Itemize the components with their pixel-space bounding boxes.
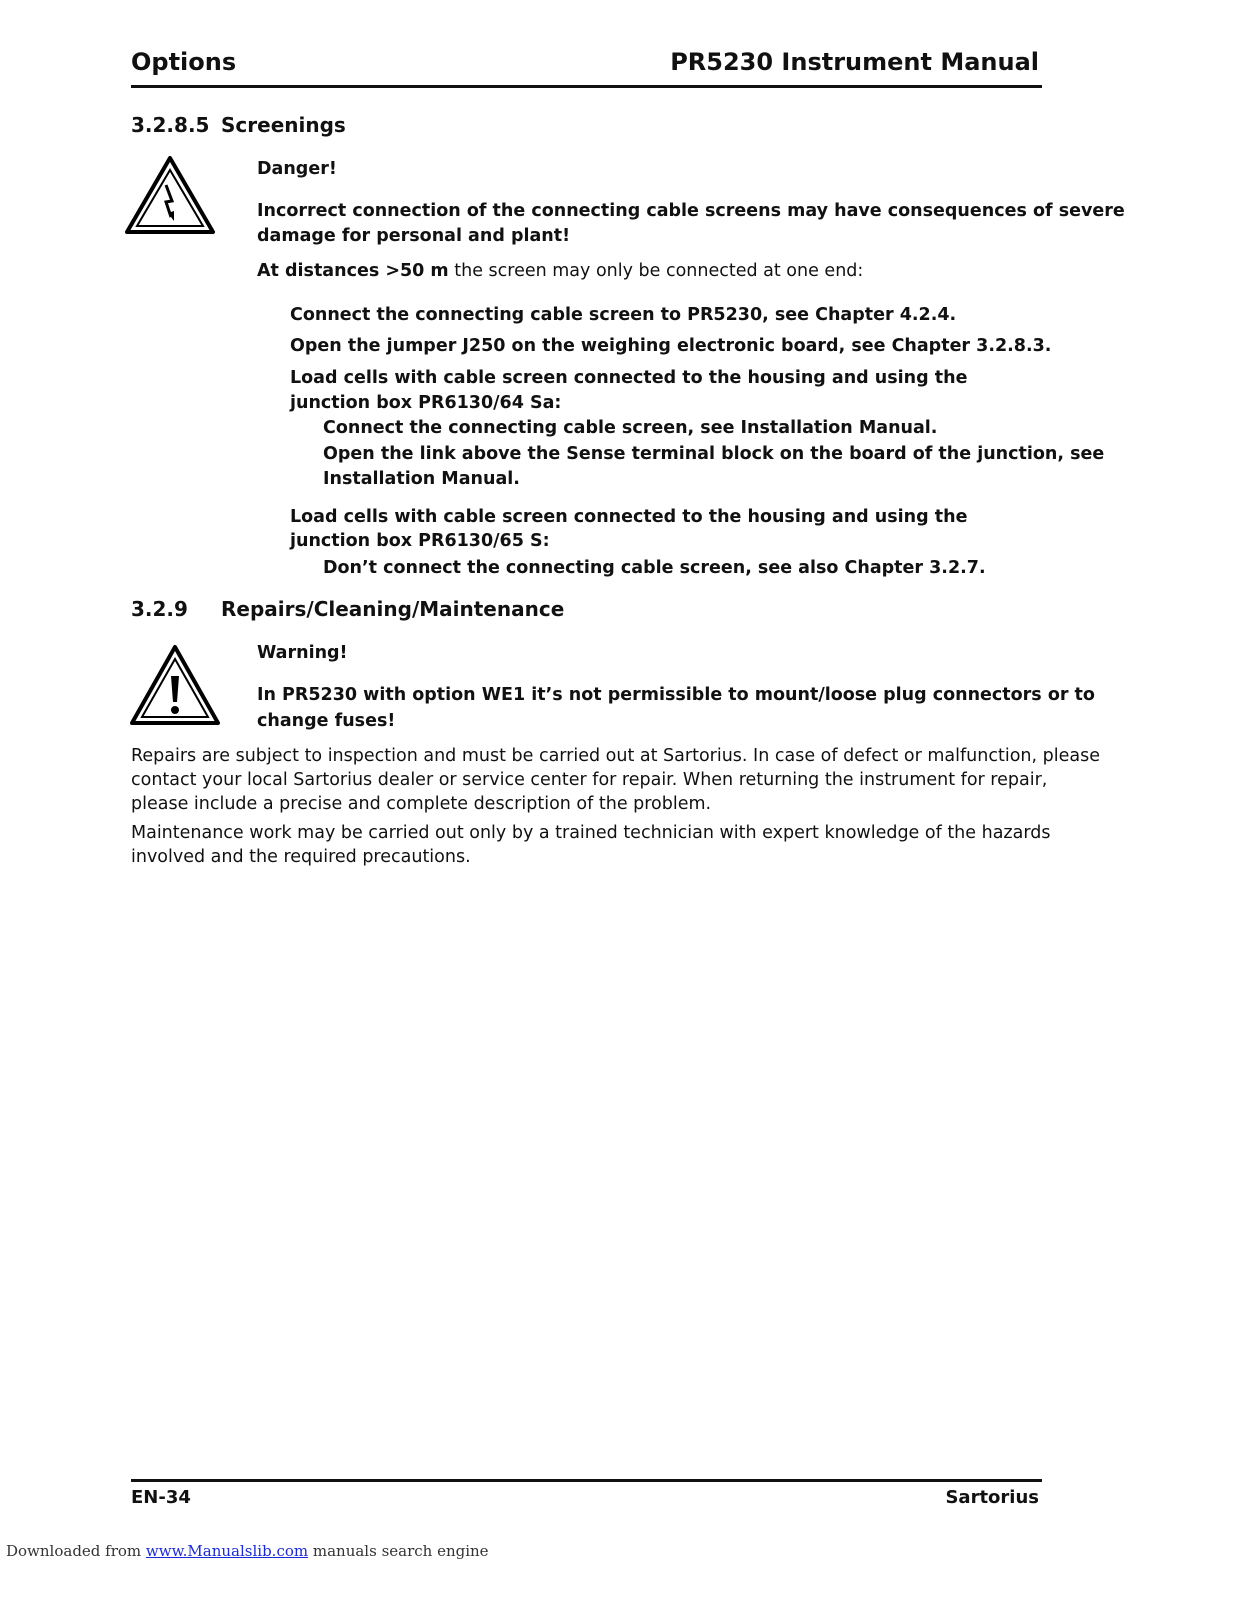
section-number: 3.2.8.5 <box>131 113 210 137</box>
warning-exclamation-icon <box>129 644 221 726</box>
case1-line-1: Load cells with cable screen connected to the housing and using the <box>290 368 968 388</box>
case1-sub-2-line-1: Open the link above the Sense terminal block on the board of the junction, see <box>323 444 1105 464</box>
repairs-paragraph-line-2: contact your local Sartorius dealer or service center for repair. When returning the instrument for repair, <box>131 770 1048 790</box>
case2-sub-1: Don’t connect the connecting cable screen, see also Chapter 3.2.7. <box>323 558 986 578</box>
warning-text-line-2: change fuses! <box>257 711 396 731</box>
repairs-paragraph-line-3: please include a precise and complete description of the problem. <box>131 794 712 814</box>
section-heading-repairs <box>131 597 564 621</box>
maintenance-paragraph-line-1: Maintenance work may be carried out only by a trained technician with expert knowledge of the hazards <box>131 823 1051 843</box>
download-prefix: Downloaded from <box>6 1542 146 1560</box>
section-heading-screenings <box>131 113 346 137</box>
maintenance-paragraph-line-2: involved and the required precautions. <box>131 847 471 867</box>
step-open-jumper: Open the jumper J250 on the weighing electronic board, see Chapter 3.2.8.3. <box>290 336 1052 356</box>
footer-rule <box>131 1479 1042 1482</box>
case2-line-1: Load cells with cable screen connected to the housing and using the <box>290 507 968 527</box>
distance-note <box>257 259 863 284</box>
warning-label: Warning! <box>257 643 348 663</box>
header-rule <box>131 85 1042 88</box>
section-title: Screenings <box>221 113 346 137</box>
header-section-title: Options <box>131 48 237 76</box>
case1-line-2: junction box PR6130/64 Sa: <box>290 393 562 413</box>
section-number: 3.2.9 <box>131 597 188 621</box>
warning-text-line-1: In PR5230 with option WE1 it’s not permissible to mount/loose plug connectors or to <box>257 685 1095 705</box>
repairs-paragraph-line-1: Repairs are subject to inspection and must be carried out at Sartorius. In case of defect or malfunction, please <box>131 746 1100 766</box>
footer-company: Sartorius <box>945 1487 1039 1508</box>
footer-page-number: EN-34 <box>131 1487 191 1508</box>
download-suffix: manuals search engine <box>308 1542 489 1560</box>
case1-sub-2-line-2: Installation Manual. <box>323 469 520 489</box>
danger-text-line-2: damage for personal and plant! <box>257 226 571 246</box>
download-notice <box>6 1542 489 1560</box>
step-connect-screen: Connect the connecting cable screen to PR5230, see Chapter 4.2.4. <box>290 305 957 325</box>
case1-sub-1: Connect the connecting cable screen, see Installation Manual. <box>323 418 938 438</box>
electric-hazard-icon <box>124 155 216 235</box>
section-title: Repairs/Cleaning/Maintenance <box>221 597 565 621</box>
danger-text-line-1: Incorrect connection of the connecting cable screens may have consequences of severe <box>257 201 1125 221</box>
header-manual-title: PR5230 Instrument Manual <box>670 48 1039 76</box>
manualslib-link[interactable]: www.Manualslib.com <box>145 1542 309 1560</box>
distance-lead: At distances >50 m <box>257 261 449 281</box>
distance-rest: the screen may only be connected at one end: <box>448 261 864 281</box>
danger-label: Danger! <box>257 159 337 179</box>
case2-line-2: junction box PR6130/65 S: <box>290 531 550 551</box>
